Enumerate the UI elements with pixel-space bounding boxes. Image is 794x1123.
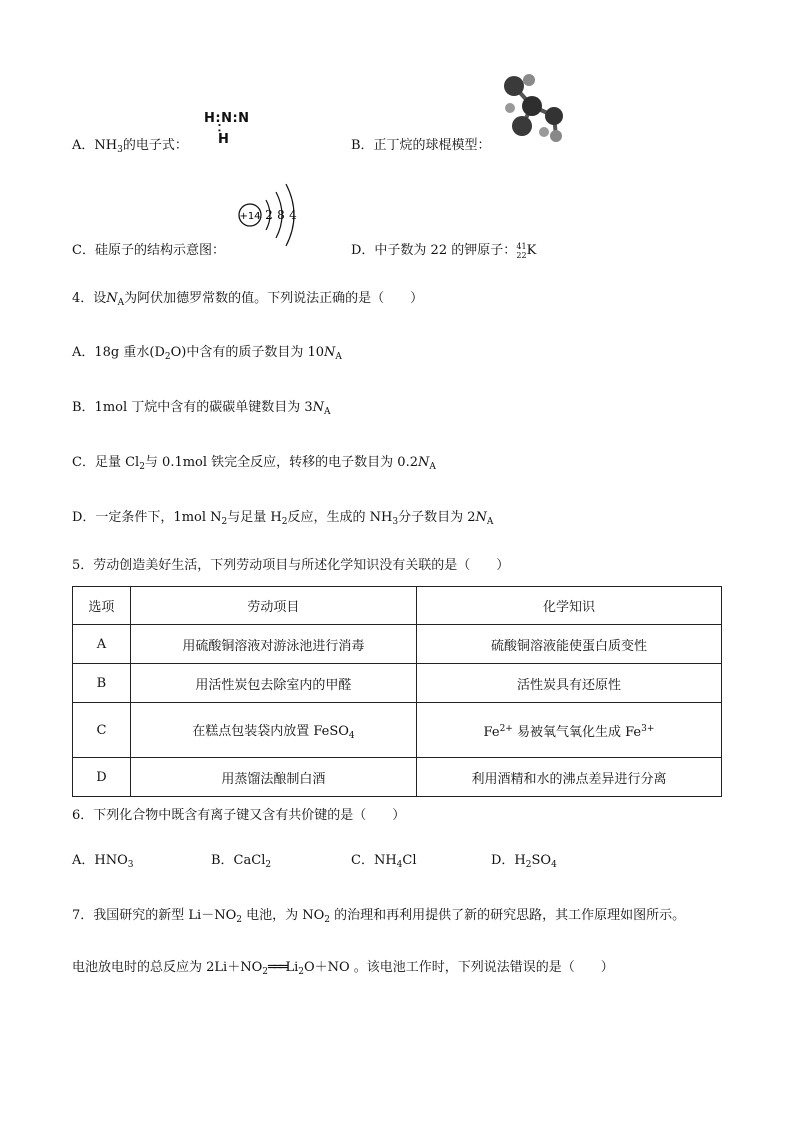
q7-line-1: 7．我国研究的新型 $Li-NO_2$ 电池，为 $NO_2$ 的治理和再利用提供了新的研究思路，其工作原理如图所示。 xyxy=(72,908,686,925)
q4-option-a: A．18g 重水$(D_2O)$中含有的质子数目为 $10N_A$ xyxy=(72,345,342,362)
q6-stem: 6．下列化合物中既含有离子键又含有共价键的是（ ） xyxy=(72,808,406,823)
shell-2-count: 8 xyxy=(277,208,285,222)
header-labor-project: 劳动项目 xyxy=(130,587,416,625)
q6-option-b: B．CaCl$_2$ xyxy=(211,853,272,870)
q3-option-a: A．$NH_3$的电子式： xyxy=(72,138,188,155)
q3-option-c: C．硅原子的结构示意图： xyxy=(72,243,225,258)
shell-3-count: 4 xyxy=(289,208,297,222)
q6-option-a: A．$HNO_3$ xyxy=(72,853,134,870)
table-row: B 用活性炭包去除室内的甲醛 活性炭具有还原性 xyxy=(73,664,722,703)
nucleus-label: +14 xyxy=(239,211,261,222)
q6-option-d: D．$H_2SO_4$ xyxy=(491,853,557,870)
table-row: D 用蒸馏法酿制白酒 利用酒精和水的沸点差异进行分离 xyxy=(73,758,722,797)
table-row: A 用硫酸铜溶液对游泳池进行消毒 硫酸铜溶液能使蛋白质变性 xyxy=(73,625,722,664)
q3-option-b: B．正丁烷的球棍模型： xyxy=(351,138,491,153)
q6-option-c: C．$NH_4Cl$ xyxy=(351,853,417,870)
q5-stem: 5．劳动创造美好生活，下列劳动项目与所述化学知识没有关联的是（ ） xyxy=(72,558,510,573)
header-option: 选项 xyxy=(73,587,131,625)
table-row: C 在糕点包装袋内放置 FeSO$_4$ $Fe^{2+}$ 易被氧气氧化生成 $Fe^{3+}$ xyxy=(73,703,722,758)
butane-ball-stick-model-image xyxy=(496,66,574,146)
q3-option-d: D．中子数为 22 的钾原子： 41 22 K xyxy=(351,241,537,260)
q4-stem: 4．设$N_A$为阿伏加德罗常数的值。下列说法正确的是（ ） xyxy=(72,291,424,308)
table-header-row xyxy=(73,587,722,625)
header-chem-knowledge: 化学知识 xyxy=(416,587,721,625)
potassium-isotope-numbers: 41 22 xyxy=(516,241,527,260)
silicon-atom-structure-diagram xyxy=(232,180,304,252)
q5-table xyxy=(72,586,722,797)
q7-line-2: 电池放电时的总反应为 $2Li+NO_2═══Li_2O+NO$ 。该电池工作时，下列说法错误的是（ ） xyxy=(72,960,614,977)
q4-option-b: B．1mol 丁烷中含有的碳碳单键数目为 $3N_A$ xyxy=(72,400,331,417)
shell-1-count: 2 xyxy=(265,208,273,222)
q4-option-d: D．一定条件下，1mol $N_2$与足量 $H_2$反应，生成的 $NH_3$分子数目为 $2N_A$ xyxy=(72,510,494,527)
nh3-electron-formula: H:N:N ⠅ H xyxy=(204,111,250,147)
q4-option-c: C．足量 $Cl_2$与 0.1mol 铁完全反应，转移的电子数目为 $0.2N_A$ xyxy=(72,455,436,472)
